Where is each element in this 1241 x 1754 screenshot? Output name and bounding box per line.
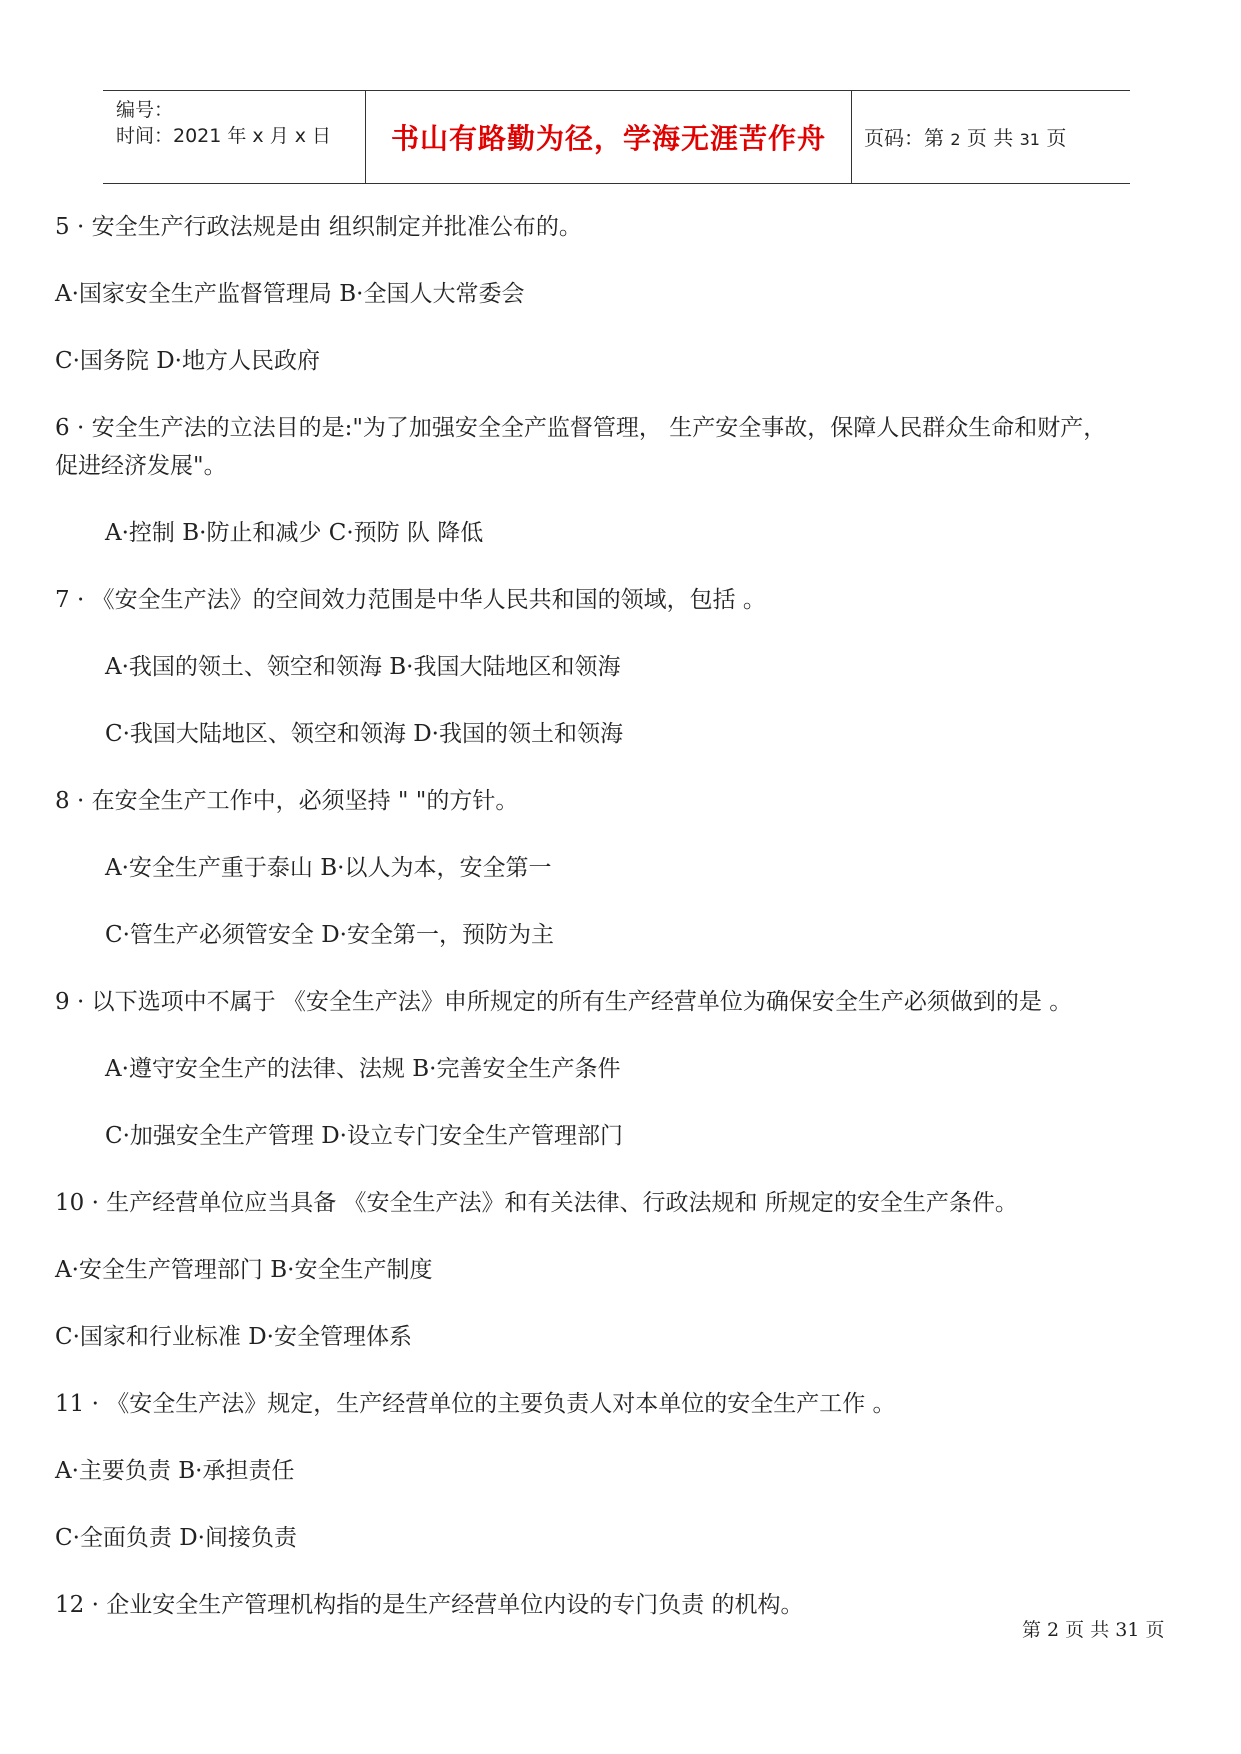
question-12: 12 · 企业安全生产管理机构指的是生产经营单位内设的专门负责 的机构。 [55, 1592, 804, 1618]
question-7: 7 · 《安全生产法》的空间效力范围是中华人民共和国的领域，包括 。 [55, 587, 766, 613]
question-10-options-cd: C·国家和行业标准 D·安全管理体系 [55, 1324, 412, 1350]
document-number-label: 编号： [116, 99, 174, 121]
question-9: 9 · 以下选项中不属于 《安全生产法》申所规定的所有生产经营单位为确保安全生产必须做到的是 。 [55, 989, 1073, 1015]
page-total: 31 [1019, 130, 1040, 149]
page-mid: 页 共 [966, 126, 1014, 150]
question-7-options-ab: A·我国的领土、领空和领海 B·我国大陆地区和领海 [105, 654, 621, 680]
question-11-options-ab: A·主要负责 B·承担责任 [55, 1458, 295, 1484]
page-prefix: 页码：第 [864, 126, 944, 150]
question-5-options-cd: C·国务院 D·地方人民政府 [55, 348, 320, 374]
question-5: 5 · 安全生产行政法规是由 组织制定并批准公布的。 [55, 214, 582, 240]
question-10-options-ab: A·安全生产管理部门 B·安全生产制度 [55, 1257, 433, 1283]
header-motto: 书山有路勤为径，学海无涯苦作舟 [390, 122, 826, 155]
header-motto-cell [365, 91, 852, 183]
header-page-number [864, 122, 1066, 151]
page-current: 2 [950, 130, 961, 149]
question-7-options-cd: C·我国大陆地区、领空和领海 D·我国的领土和领海 [105, 721, 623, 747]
question-9-options-ab: A·遵守安全生产的法律、法规 B·完善安全生产条件 [105, 1056, 621, 1082]
question-5-options-ab: A·国家安全生产监督管理局 B·全国人大常委会 [55, 281, 525, 307]
question-6-options: A·控制 B·防止和减少 C·预防 队 降低 [105, 520, 484, 546]
header-info-cell [103, 91, 365, 183]
page-header [103, 90, 1130, 184]
question-11-options-cd: C·全面负责 D·间接负责 [55, 1525, 297, 1551]
question-10: 10 · 生产经营单位应当具备 《安全生产法》和有关法律、行政法规和 所规定的安全生产条件。 [55, 1190, 1018, 1216]
question-8-options-cd: C·管生产必须管安全 D·安全第一，预防为主 [105, 922, 554, 948]
question-6-continued: 促进经济发展"。 [55, 453, 227, 479]
question-9-options-cd: C·加强安全生产管理 D·设立专门安全生产管理部门 [105, 1123, 623, 1149]
page-footer: 第 2 页 共 31 页 [1022, 1619, 1165, 1641]
question-6: 6 · 安全生产法的立法目的是:"为了加强安全全产监督管理， 生产安全事故，保障人民群众生命和财产， [55, 415, 1107, 441]
question-11: 11 · 《安全生产法》规定，生产经营单位的主要负责人对本单位的安全生产工作 。 [55, 1391, 896, 1417]
document-time-label: 时间：2021 年 x 月 x 日 [116, 125, 332, 147]
page-suffix: 页 [1046, 126, 1067, 150]
question-8: 8 · 在安全生产工作中，必须坚持 " "的方针。 [55, 788, 519, 814]
header-page-cell [852, 91, 1130, 183]
question-8-options-ab: A·安全生产重于泰山 B·以人为本，安全第一 [105, 855, 552, 881]
